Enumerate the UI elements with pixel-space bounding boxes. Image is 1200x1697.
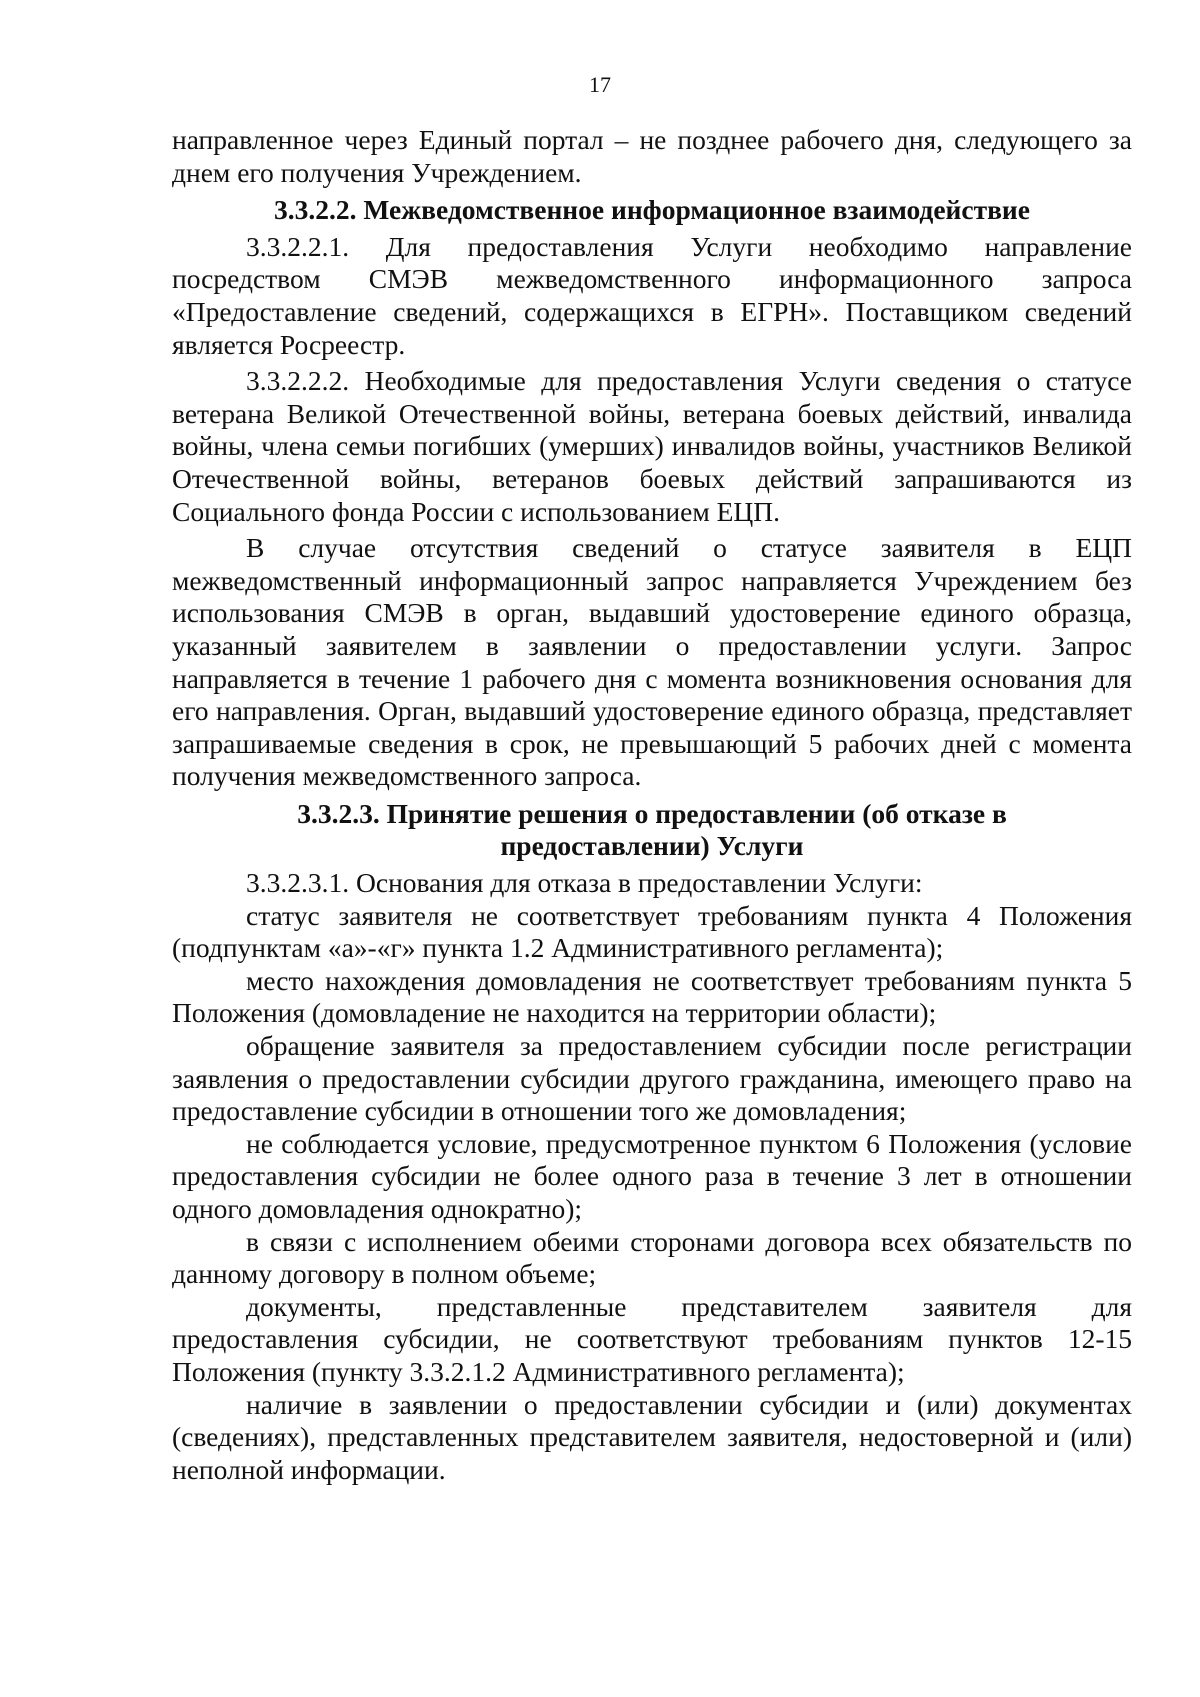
paragraph-3-3-2-2-1: 3.3.2.2.1. Для предоставления Услуги необходимо направление посредством СМЭВ межведомственного информационного запроса «Предоставление сведений, содержащихся в ЕГРН». Поставщиком сведений является Росреестр. xyxy=(172,230,1132,360)
refusal-ground-item: место нахождения домовладения не соответствует требованиям пункта 5 Положения (домовладение не находится на территории области); xyxy=(172,964,1132,1029)
section-heading-3-3-2-2: 3.3.2.2. Межведомственное информационное взаимодействие xyxy=(274,194,1030,226)
paragraph-3-3-2-3-1: 3.3.2.3.1. Основания для отказа в предоставлении Услуги: xyxy=(246,867,923,899)
document-body xyxy=(172,124,1132,1486)
paragraph-3-3-2-2-2: 3.3.2.2.2. Необходимые для предоставления Услуги сведения о статусе ветерана Великой Отечественной войны, ветерана боевых действий, инвалида войны, члена семьи погибших (умерших) инвалидов войны, участников Великой Отечественной войны, ветеранов боевых действий запрашиваются из Социального фонда России с использованием ЕЦП. xyxy=(172,365,1132,527)
paragraph-smev-absence: В случае отсутствия сведений о статусе заявителя в ЕЦП межведомственный информационный запрос направляется Учреждением без использования СМЭВ в орган, выдавший удостоверение единого образца, указанный заявителем в заявлении о предоставлении услуги. Запрос направляется в течение 1 рабочего дня с момента возникновения основания для его направления. Орган, выдавший удостоверение единого образца, представляет запрашиваемые сведения в срок, не превышающий 5 рабочих дней с момента получения межведомственного запроса. xyxy=(172,532,1132,792)
section-heading-3-3-2-3 xyxy=(172,798,1132,863)
section-heading-3-3-2-3-line1: 3.3.2.3. Принятие решения о предоставлении (об отказе в xyxy=(297,797,1007,829)
refusal-ground-item: в связи с исполнением обеими сторонами договора всех обязательств по данному договору в полном объеме; xyxy=(172,1225,1132,1290)
refusal-ground-item: документы, представленные представителем заявителя для предоставления субсидии, не соответствуют требованиям пунктов 12-15 Положения (пункту 3.3.2.1.2 Административного регламента); xyxy=(172,1290,1132,1387)
section-heading-3-3-2-3-line2: предоставлении) Услуги xyxy=(500,830,804,862)
paragraph-continuation: направленное через Единый портал – не позднее рабочего дня, следующего за днем его получения Учреждением. xyxy=(172,124,1132,188)
refusal-ground-item: обращение заявителя за предоставлением субсидии после регистрации заявления о предоставлении субсидии другого гражданина, имеющего право на предоставление субсидии в отношении того же домовладения; xyxy=(172,1030,1132,1127)
page-number: 17 xyxy=(589,72,611,97)
refusal-ground-item: не соблюдается условие, предусмотренное пунктом 6 Положения (условие предоставления субсидии не более одного раза в течение 3 лет в отношении одного домовладения однократно); xyxy=(172,1127,1132,1224)
refusal-ground-item: наличие в заявлении о предоставлении субсидии и (или) документах (сведениях), представленных представителем заявителя, недостоверной и (или) неполной информации. xyxy=(172,1388,1132,1485)
refusal-ground-item: статус заявителя не соответствует требованиям пункта 4 Положения (подпунктам «а»-«г» пункта 1.2 Административного регламента); xyxy=(172,899,1132,964)
